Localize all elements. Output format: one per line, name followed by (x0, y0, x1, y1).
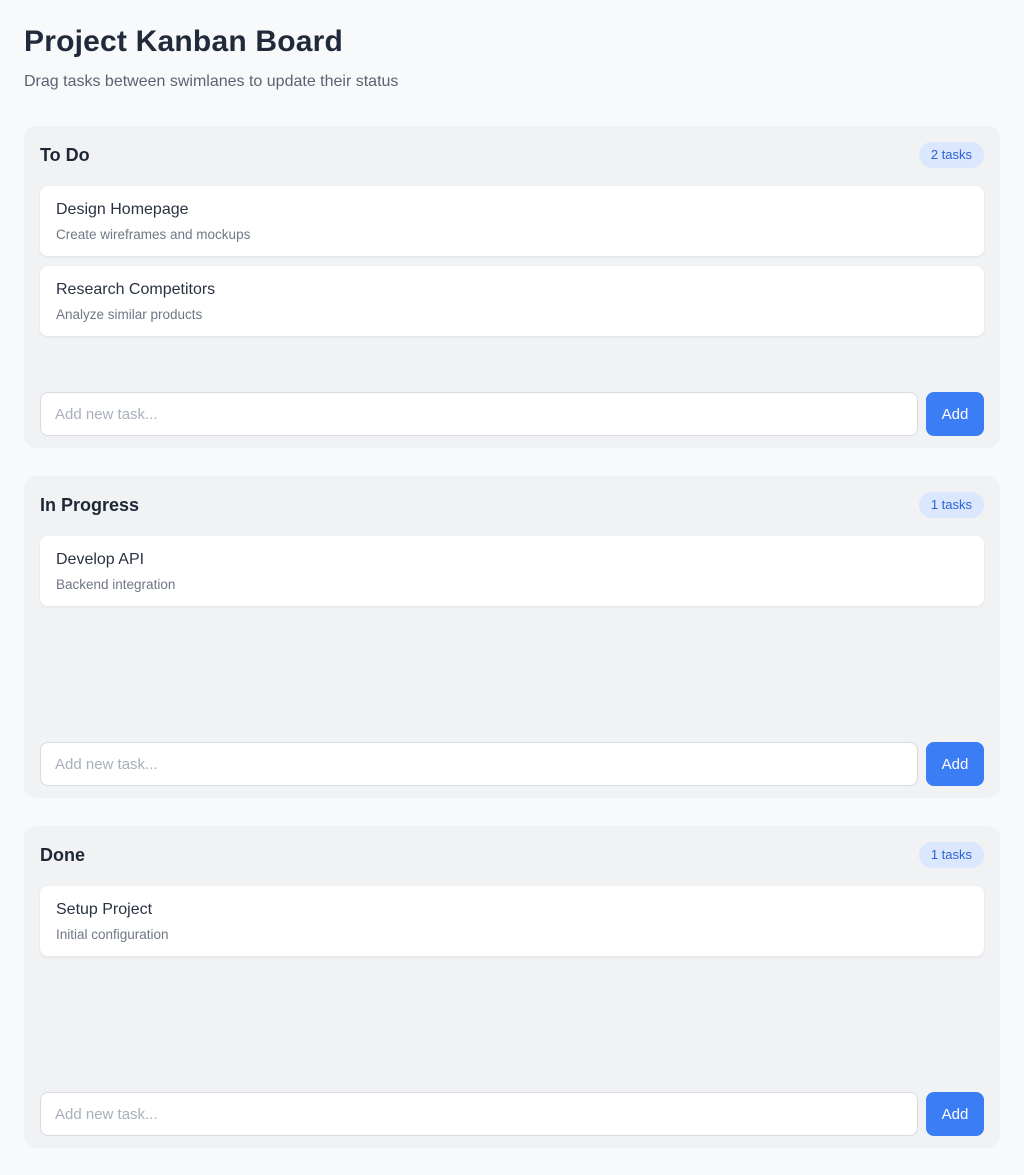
page-title: Project Kanban Board (24, 25, 344, 58)
task-card[interactable] (40, 886, 984, 956)
swimlane-title: Done (40, 845, 85, 865)
page-header (24, 24, 1000, 91)
task-card[interactable] (40, 266, 984, 336)
task-count-badge: 1 tasks (919, 492, 984, 518)
task-title: Research Competitors (56, 281, 216, 298)
task-count-badge: 2 tasks (919, 142, 984, 168)
task-title: Develop API (56, 551, 145, 568)
task-drop-zone[interactable] (40, 536, 984, 736)
task-count-badge: 1 tasks (919, 842, 984, 868)
task-description: Analyze similar products (56, 307, 203, 322)
swimlane-header (40, 492, 984, 518)
swimlane-header (40, 142, 984, 168)
task-card[interactable] (40, 186, 984, 256)
task-card[interactable] (40, 536, 984, 606)
swimlane-todo (24, 126, 1000, 448)
task-drop-zone[interactable] (40, 886, 984, 1086)
add-task-row (40, 1092, 984, 1136)
task-title: Design Homepage (56, 201, 189, 218)
swimlane-header (40, 842, 984, 868)
add-task-input[interactable] (40, 742, 918, 786)
swimlane-in-progress (24, 476, 1000, 798)
task-description: Create wireframes and mockups (56, 227, 251, 242)
swimlane-title: In Progress (40, 495, 140, 515)
add-task-button[interactable]: Add (926, 742, 984, 786)
swimlane-title: To Do (40, 145, 90, 165)
add-task-row (40, 742, 984, 786)
add-task-row (40, 392, 984, 436)
task-drop-zone[interactable] (40, 186, 984, 386)
add-task-input[interactable] (40, 1092, 918, 1136)
task-description: Backend integration (56, 577, 176, 592)
swimlane-done (24, 826, 1000, 1148)
task-title: Setup Project (56, 901, 153, 918)
add-task-button[interactable]: Add (926, 1092, 984, 1136)
page-subtitle: Drag tasks between swimlanes to update their status (24, 73, 399, 90)
task-description: Initial configuration (56, 927, 169, 942)
add-task-input[interactable] (40, 392, 918, 436)
add-task-button[interactable]: Add (926, 392, 984, 436)
